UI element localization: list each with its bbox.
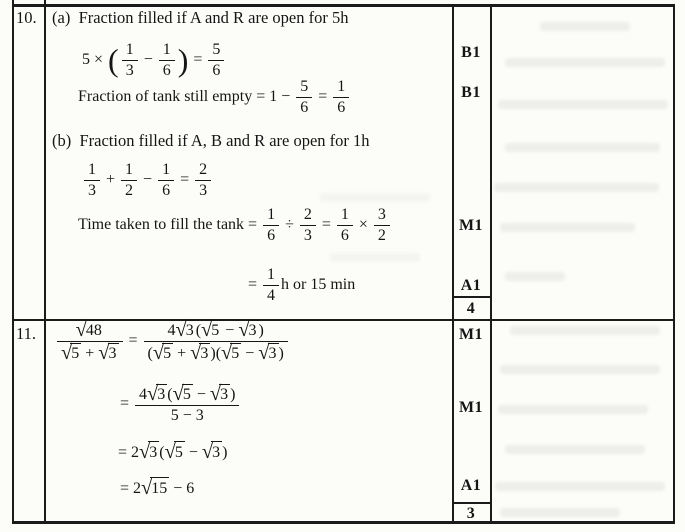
q10-part-a-heading: (a) Fraction filled if A and R are open for 5h: [52, 8, 349, 27]
question-number-column-divider: [44, 0, 46, 523]
q10-part-b-line-2: Time taken to fill the tank = $\frac{1}{6}$ ÷ $\frac{2}{3}$ = $\frac{1}{6}$ × $\frac{3}{2}$: [78, 206, 392, 245]
marks-column-right-divider: [490, 4, 492, 523]
marks-column-left-divider: [452, 4, 454, 523]
bleed-through-artifact: [498, 100, 668, 109]
q11-equation-3: = 2√3 (√5 − √3 ): [118, 441, 228, 463]
q10-part-b-equation-1: $\frac{1}{3}$ + $\frac{1}{2}$ − $\frac{1}{6}$ = $\frac{2}{3}$: [82, 161, 213, 200]
q11-mark-a1: A1: [460, 477, 482, 494]
q10-mark-a1: A1: [460, 277, 482, 294]
q11-equation-4: = 2√15 − 6: [120, 477, 195, 499]
bleed-through-artifact: [330, 253, 420, 262]
q10-total-marks: 4: [466, 300, 476, 317]
q10-mark-b1-first: B1: [461, 44, 481, 61]
q10-part-b-line-3: = $\frac{1}{4}$ h or 15 min: [248, 266, 356, 304]
table-top-border: [12, 4, 675, 7]
bleed-through-artifact: [500, 508, 620, 517]
q11-mark-m1-second: M1: [458, 399, 484, 416]
bleed-through-artifact: [505, 143, 660, 152]
q10-part-a-equation-1: 5 × ( $\frac{1}{3}$ − $\frac{1}{6}$ ) = $\frac{5}{6}$: [82, 41, 226, 80]
q11-total-box-divider: [452, 502, 492, 504]
question-number-10: 10.: [16, 8, 37, 27]
bleed-through-artifact: [540, 22, 630, 31]
bleed-through-artifact: [495, 482, 665, 491]
q10-mark-m1: M1: [458, 217, 484, 234]
table-left-border: [12, 0, 14, 523]
bleed-through-artifact: [500, 365, 660, 374]
q11-mark-m1-first: M1: [458, 326, 484, 343]
bleed-through-artifact: [510, 326, 660, 335]
q10-mark-b1-second: B1: [461, 84, 481, 101]
q10-part-b-heading: (b) Fraction filled if A, B and R are open for 1h: [52, 131, 370, 150]
q11-equation-1: $\frac{√48}{√5 + √3}$ = $\frac{4√3 (√5 - √3 )}{(√5 + √3 )(√5 - √3 )}$: [55, 320, 290, 363]
bleed-through-artifact: [498, 405, 648, 414]
table-right-border: [673, 4, 675, 523]
bleed-through-artifact: [505, 58, 665, 67]
q11-equation-2: = $\frac{4√3 (√5 - √3 )}{5 - 3}$: [120, 384, 241, 425]
q11-total-marks: 3: [466, 505, 476, 522]
bleed-through-artifact: [505, 272, 565, 281]
bleed-through-artifact: [494, 183, 659, 192]
q10-total-box-divider: [452, 296, 492, 298]
question-number-11: 11.: [16, 324, 37, 343]
bleed-through-artifact: [505, 445, 645, 454]
q10-part-a-line-2: Fraction of tank still empty = 1 − $\frac{5}{6}$ = $\frac{1}{6}$: [78, 78, 351, 117]
table-bottom-border: [12, 521, 675, 524]
bleed-through-artifact: [500, 223, 635, 232]
bleed-through-artifact: [320, 193, 430, 202]
